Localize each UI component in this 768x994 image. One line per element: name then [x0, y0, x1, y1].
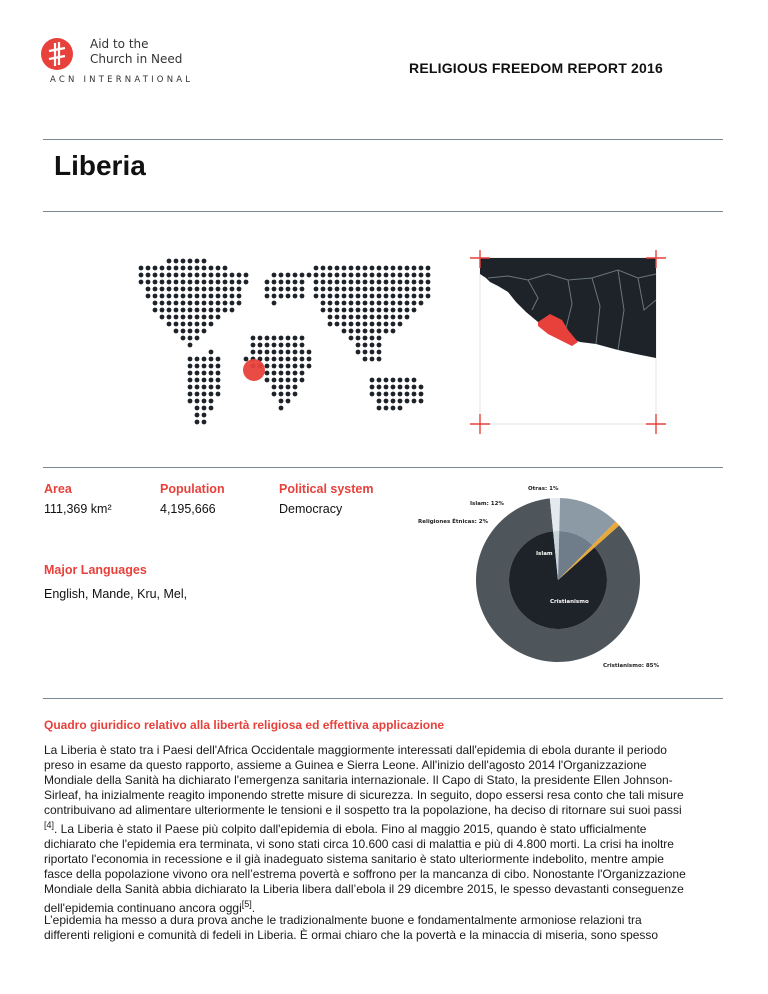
pie-label: Islam: 12%	[470, 501, 504, 507]
paragraph-2: L’epidemia ha messo a dura prova anche le tradizionalmente buone e fondamentalmente armoniose relazioni tra differenti religioni e comunità di fedeli in Liberia. È ormai chiaro che la povertà e la minaccia di miseria, sono spesso	[44, 913, 659, 942]
section-heading: Quadro giuridico relativo alla libertà religiosa ed effettiva applicazione	[44, 718, 445, 732]
political-label: Political system	[279, 482, 374, 496]
religion-pie-chart	[408, 480, 678, 680]
divider	[43, 139, 723, 140]
stat-area	[44, 482, 112, 516]
divider	[43, 698, 723, 699]
liberia-marker	[243, 359, 265, 381]
population-label: Population	[160, 482, 225, 496]
region-map	[468, 250, 668, 440]
pie-inner-label: Cristianismo	[550, 599, 589, 605]
area-label: Area	[44, 482, 72, 496]
population-value: 4,195,666	[160, 502, 216, 516]
pie-label: Otras: 1%	[528, 486, 559, 492]
logo-subtitle: ACN INTERNATIONAL	[50, 75, 194, 85]
pie-inner-label: Islam	[536, 551, 553, 557]
logo-wordmark: Aid to the Church in Need	[90, 37, 183, 66]
political-value: Democracy	[279, 502, 343, 516]
country-title: Liberia	[54, 150, 146, 181]
acn-cross-icon	[40, 37, 74, 71]
pie-label: Religiones Étnicas: 2%	[418, 519, 489, 525]
footnote-5[interactable]: [5]	[241, 899, 252, 909]
divider	[43, 467, 723, 468]
stat-population	[160, 482, 225, 516]
report-title: RELIGIOUS FREEDOM REPORT 2016	[409, 60, 663, 76]
footnote-4[interactable]: [4]	[44, 820, 55, 830]
area-value: 111,369 km²	[44, 502, 112, 516]
paragraph-1: La Liberia è stato tra i Paesi dell'Africa Occidentale maggiormente interessati dall'epidemia di ebola durante il periodo preso in esame da questo rapporto, assieme a Guinea e Sierra Leone. All'inizio dell'agosto 2014 l'Organizzazione Mondiale della Sanità ha dichiarato l'emergenza sanitaria internazionale. Il Capo di Stato, la presidente Ellen Johnson- Sirleaf, ha inizialmente reagito imponendo strette misure di sicurezza. In seguito, dopo essersi resa conto che tali misure contribuivano ad alimentare ulteriormente le tensioni e il sospetto tra la popolazione, ha deciso di ritornare sui suoi passi [4]. La Liberia è stato il Paese più colpito dall'epidemia di ebola. Fino al maggio 2015, quando è stato ufficialmente dichiarato che l'epidemia era terminata, vi sono stati circa 10.600 casi di malattia e più di 4.800 morti. La crisi ha inoltre riportato l'economia in recessione e il già inadeguato sistema sanitario è stato ulteriormente indebolito, mentre ampie fasce della popolazione vivono ora nell’estrema povertà e soffrono per la mancanza di cibo. Nonostante l'Organizzazione Mondiale della Sanità abbia dichiarato la Liberia libera dall’ebola il 29 dicembre 2015, le spesso devastanti conseguenze dell'epidemia continuano ancora oggi[5].	[44, 743, 686, 915]
world-dot-map	[130, 236, 440, 436]
languages-label: Major Languages	[44, 563, 147, 577]
divider	[43, 211, 723, 212]
stat-political	[279, 482, 374, 516]
acn-logo	[40, 37, 210, 87]
languages-value: English, Mande, Kru, Mel,	[44, 587, 188, 601]
pie-label: Cristianismo: 85%	[603, 663, 659, 669]
stat-languages	[44, 563, 187, 601]
